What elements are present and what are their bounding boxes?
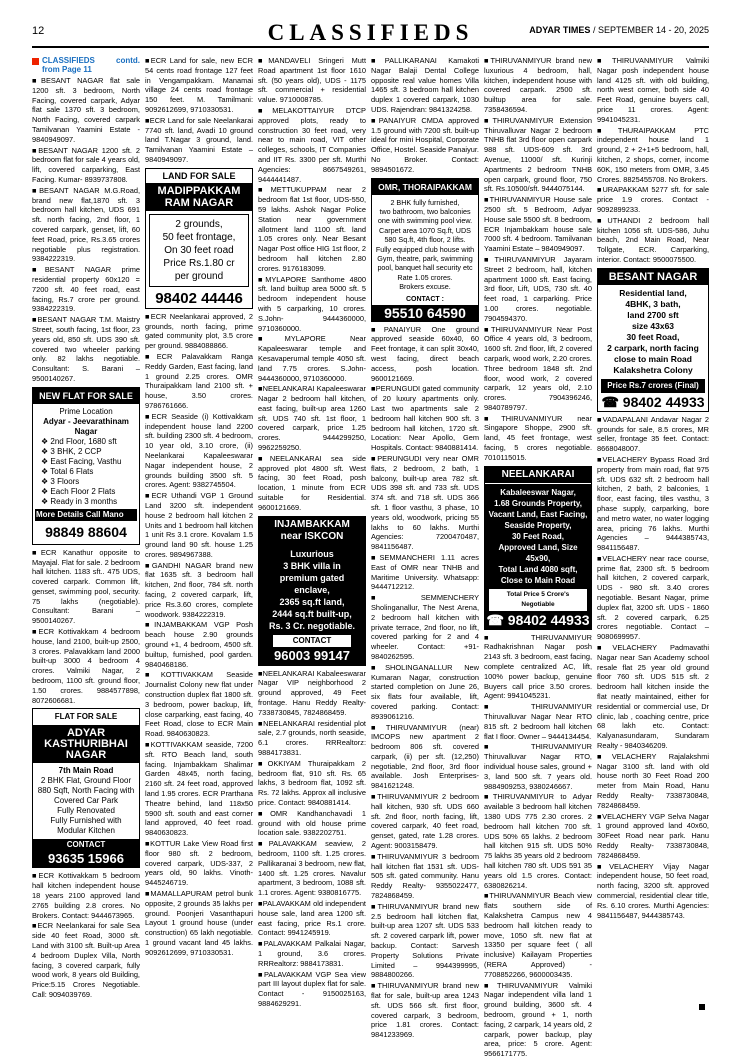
listing: ■THIRUVANMIYUR brand new luxurious 4 bedroom, hall, kitchen, independent house with covered carpark. 2500 sft. builtup area for sale. 7358436594. — [484, 56, 592, 114]
ad-kasturibai-nagar — [32, 708, 140, 868]
ad-area — [33, 726, 139, 763]
ad-phone: 98849 88604 — [45, 523, 127, 540]
ad-line: 2 BHK fully furnished, — [390, 197, 460, 207]
listing: ■THIRUVANMIYUR Valmiki Nagar posh independent house land 4125 sft. with old building, north west corner, both side 40 Feet Road, genuine buyers call, price 11 crores. Agent: 9941045231. — [597, 56, 709, 124]
ad-line: Fully Furnished with — [50, 816, 122, 826]
ad-feature — [35, 497, 137, 507]
ad-line: Kalakshetra Colony — [613, 364, 693, 375]
listing: ■BESANT NAGAR M.G.Road, brand new flat,1870 sft. 3 bedroom hall kitchen, UDS 691 sft. north facing, 2nd floor, 1 covered carpark, genset, lift, 60 feet Road, price, Rs.3.65 crores negotiable plus registration. 9384222319. — [32, 185, 140, 264]
listing: ■VELACHERY Rajalakshmi Nagar 3100 sft. land with old house north 30 Feet Road 200 meter from Main Road, Hanu Reddy Realty- 7338730848, 7824868459. — [597, 751, 709, 810]
ad-feature-text: 2nd Floor, 1680 sft — [50, 436, 117, 446]
col4-listings — [371, 56, 479, 175]
ad-line: Vacant Land, East Facing, — [488, 509, 588, 519]
ad-line: Rs. 3 Cr. negotiable. — [268, 620, 356, 631]
listing: ■PALAVAKKAM old independent house sale, land area 1200 sft. east facing, price Rs.1 crore. Contact: 9941245919. — [258, 898, 366, 938]
ad-area — [259, 517, 365, 545]
column-6 — [597, 56, 709, 1016]
ad-feature-text: Total 6 Flats — [50, 466, 94, 476]
listing: ■MYLAPORE Santhome 4800 sft. land builtup area 5000 sft. 5 bedroom independent house with 5 carparking, 10 crores. S.John- 9444360000, 9710360000. — [258, 274, 366, 333]
listing: ■KOTTUR Lake View Road first floor 980 sft. 2 bedroom, covered carpark, UDS-337, 2 years old, 90 lakhs. Vinoth- 9445246719. — [145, 839, 253, 888]
ad-line: Covered Car Park — [53, 796, 119, 806]
listing: ■PALAVAKKAM Palkalai Nagar, 1 ground, 3.6 crores. RRRealtorz: 9884173831. — [258, 939, 366, 968]
listing: ■ECR Land for sale Neelankarai 7740 sft. land, Avadi 10 ground land T.Nagar 3 ground, land. Tamilvanan Yaamini Estate – 9840949097. — [145, 115, 253, 164]
listing: ■THIRUVANMIYUR Radhakrishnan Nagar posh 2143 sft. 3 bedroom, east facing, complete centralized AC, lift, 100% power backup, genuine Buyers call price 3.50 crores. Agent: 9941045231. — [484, 632, 592, 701]
ad-lines — [259, 545, 365, 635]
col6-listings — [597, 56, 709, 265]
ad-injambakkam-iskcon — [258, 516, 366, 666]
ad-line: Gym, theatre, park, swimming — [377, 254, 473, 263]
listing: ■KOTTIVAKKAM Seaside Journalist Colony new flat under construction duplex flat 1800 sft. 3 bedroom, power backup, lift, close carparking, east facing, 40 Feet Road, close to ECR Main Road. 9840630823. — [145, 670, 253, 739]
ad-location: Adyar - Jeevarathinam Nagar — [43, 416, 129, 436]
ad-line: per ground — [174, 270, 224, 282]
listing: ■THIRUVANMIYUR to Adyar available 3 bedroom hall kitchen 1380 UDS 775 2.30 crores. 2 bedroom hall kitchen 700 sft. UDS 50% 65 lakhs. 2 bedroom hall kitchen 915 sft. UDS 50% 75 lakhs 35 years old 2 bedroom hall kitchen 780 sft. UDS 591 35 years old 1.5 crores. Contact: 6380826214. — [484, 792, 592, 890]
listing: ■OMR Kandhanchavadi 1 ground with old house prime location sale. 9382202751. — [258, 808, 366, 838]
ad-line: Carpet area 1070 Sq.ft, UDS — [379, 225, 471, 235]
listing: ■ECR Palavakkam Ranga Reddy Garden, East facing, land 1 ground 2.25 crores. OMR Thuraipakkam land 2100 sft. + house, 3.50 crores. 9786761666. — [145, 351, 253, 410]
ad-heading: FLAT FOR SALE — [33, 709, 139, 726]
ad-line: 4BHK, 3 bath, — [625, 298, 681, 309]
ad-line: Rate 1.05 crores. — [397, 272, 453, 282]
listing: ■ECR Kanathur opposite to Mayajal. Flat for sale. 2 bedroom hall kitchen. 1183 sft.. 475 UDS, covered carpark. Common lift, genset, swimming pool, security. 75 lakhs (negotiable). Consultant: Barani – 9500140267. — [32, 547, 140, 626]
bullet-icon: ❖ — [41, 436, 51, 446]
ad-line: 3 BHK villa in — [283, 560, 341, 571]
ad-line: Luxurious — [290, 548, 334, 559]
ad-feature — [35, 447, 137, 457]
ad-features — [35, 437, 137, 507]
ad-phone: 95510 64590 — [372, 305, 478, 321]
ad-price: Total Price 5 Crore's Negotiable — [489, 589, 587, 611]
ad-line: Fully equipped club house with — [375, 244, 475, 254]
listing: ■PANAIYUR One ground approved seaside 60x40, 60 Feet frontage, it can split 30x40, west facing, direct beach access, posh location. 9600121669. — [371, 324, 479, 383]
listing: ■THIRUVANMIYUR Thiruvalluvar Nagar RTO, individual house sales, ground + 3, land 500 sft. 7 years old. 9884909253, 9380246667. — [484, 742, 592, 791]
ad-line: 2 carpark, north facing — [607, 342, 699, 353]
ad-line: 50 feet frontage, — [162, 231, 236, 243]
ad-line: 30 Feet Road, — [511, 531, 564, 541]
listing: ■NEELANKARAI residential plot sale, 2.7 grounds, north seaside, 6.1 crores. RRRealtorz: 9884173831. — [258, 718, 366, 758]
ad-line: Price Rs.1.80 cr — [163, 257, 235, 269]
listing: ■THIRUVANMIYUR 2 bedroom hall kitchen, 930 sft. UDS 660 sft. 2nd floor, north facing, lift, covered carpark, 40 feet road, genset, gated, rate 1.28 crores. Agent: 9003158479. — [371, 792, 479, 851]
listing: ■THIRUVANMIYUR Extension Thiruvalluvar Nagar 2 bedroom TNHB flat 3rd floor open carpark 988 sft. UDS-609 sft. 3rd Avenue, 11000/ sft. Kurinji Apartments 2 bedroom TNHB open carpark, ground floor, 750 sft. Rs.10500/sft. 9444075144. — [484, 115, 592, 194]
ad-feature-text: 3 Floors — [50, 476, 80, 486]
listing: ■MYLAPORE Near Kapaleeswarar temple and Kesavaperumal temple 4050 sft. land 7.75 crores. S.John- 9444360000, 9710360000. — [258, 334, 366, 383]
col3-listings — [258, 56, 366, 513]
ad-price: Price Rs.7 crores (Final) — [601, 379, 705, 393]
listing: ■THIRUVANMIYUR (near) IMCOPS new apartment 2 bedroom 806 sft. covered carpark, (ii) per sft. (12,250) negotiable, 2nd floor, 3rd floor available. Josh Enterprises- 9841621248. — [371, 722, 479, 791]
page-header — [32, 22, 709, 44]
listing: ■PALLIKARANAI Kamakoti Nagar Balaji Dental College opposite real value homes Villa 1465 sft. 3 bedroom hall kitchen duplex 1 covered carpark, 1030 UDS. Rajendran: 9841324258. — [371, 56, 479, 114]
ad-line: 30 feet Road, — [626, 331, 680, 342]
ad-heading: LAND FOR SALE — [146, 169, 252, 183]
ad-lines — [35, 776, 137, 836]
ad-line: land 2700 sft — [627, 309, 679, 320]
listing: ■BESANT NAGAR 1200 sft. 2 bedroom flat for sale 4 years old, lift, covered carparking, East Facing. Kumar- 8939737808. — [32, 145, 140, 184]
listing: ■VELACHERY Vijay Nagar independent house, 50 feet road, north facing, 3200 sft. approved commercial, residential clear title, Rs. 6.10 crores. Murthi Agencies: 9841156487, 9444385743. — [597, 861, 709, 920]
ad-madipakkam — [145, 168, 253, 309]
header-rule — [32, 46, 709, 48]
ad-heading: OMR, THORAIPAKKAM — [372, 179, 478, 195]
bullet-icon: ❖ — [41, 476, 51, 486]
ad-phone: ☎ 98402 44933 — [486, 611, 590, 628]
ad-lines — [598, 285, 708, 379]
col2b-listings — [145, 312, 253, 958]
ad-feature — [35, 487, 137, 497]
listing: ■PALAVAKKAM VGP Sea view part III layout duplex flat for sale. Contact - 9150025163, 9884629291. — [258, 969, 366, 1008]
column-5 — [484, 56, 592, 1059]
ad-line: one with swimming pool view. — [377, 216, 473, 226]
listing: ■THIRUVANMIYUR brand new 2.5 bedroom hall kitchen flat, built-up area 1207 sft. UDS 533 sft. 2 covered carpark lift, power backup. Contact: Sarvesh Property Solutions Private Limited – 9944399995, 9884800266. — [371, 901, 479, 980]
ad-area-line1: INJAMBAKKAM — [274, 518, 350, 530]
column-2 — [145, 56, 253, 1016]
ad-line: Brokers excuse. — [399, 282, 451, 292]
col1-listings — [32, 76, 140, 384]
listing: ■METTUKUPPAM near 2 bedroom flat 1st floor, UDS-550, 59 lakhs. Ashok Nagar Police Station near government allotment land 1100 sft. land 1.05 crores only. Near Besant Nagar Post office HIG 1st floor, 2 bedroom hall kitchen 2.80 crores. 9176183099. — [258, 185, 366, 273]
listing: ■NEELANKARAI Kapaleeswarar Nagar 2 bedroom hall kitchen, east facing, built-up area 1260 sft. UDS 740 sft. 1st floor, 1 covered carpark, price 1.25 crores. 9444299250, 9962259250. — [258, 384, 366, 453]
listing: ■PERUNGUDI very near OMR flats, 2 bedroom, 2 bath, 1 balcony, built-up area 782 sft. UDS 398 sft. and 733 sft. UDS 374 sft. and 718 sft. UDS 366 sft. 1 floor vasthu, 3 phase, 10 years old, woodwork, pricing 55 lakhs to 60 lakhs. Murthi Agencies: 7200470487, 9841156487. — [371, 453, 479, 552]
ad-line: Approved Land, Size 45x90, — [498, 542, 578, 563]
ad-heading: NEW FLAT FOR SALE — [33, 388, 139, 404]
listing: ■VELACHERY Padmavathi Nagar near San Academy school resale flat 25 year old ground floor 760 sft. UDS 515 sft. 2 bedroom hall kitchen inside the flat neatly maintained, either for residential or commercial use, Dr clinic, lab , coaching centre, price 68 lakh etc. Contact: Kalyanasundaram, Sundaram Realty - 9840346209. — [597, 643, 709, 751]
listing: ■THIRUVANMIYUR near Singapore Shoppe, 2900 sft. land, 45 feet frontage, west facing, 5 crores negotiable. 7010115015. — [484, 413, 592, 462]
listing: ■PANAIYUR CMDA approved 1.5 ground with 7200 sft. built-up ideal for mini Hospital, Corporate Office, Hostel. Seaside Panaiyur. No Broker. Contact: 9894501672. — [371, 115, 479, 174]
listing: ■BESANT NAGAR prime residential property 60x120 = 7200 sft. 40 feet road, east facing, Rs.7 crore per ground. 9384222319. — [32, 265, 140, 314]
listing: ■ECR Kottivakkam 4 bedroom house, land 2100, built-up 2500, 3 crores. Palavakkam land 2000 built-up 3000 4 bedroom 4 crores. Valmiki Nagar, 2 bedroom, 1100 sft. ground floor, 1.50 crores. 9884577898, 8072606681. — [32, 627, 140, 705]
ad-phone: 96003 99147 — [274, 647, 350, 663]
ad-street: 7th Main Road — [58, 766, 114, 776]
ad-lines — [485, 484, 591, 589]
listing: ■THIRUVANMIYUR House sale 2500 sft. 5 Bedroom, Adyar House sale 5500 sft. 8 bedroom, ECR Injambakkam house sale 7000 sft. 4 bedroom. Tamilvanan Yaamini Estate – 9840949097. — [484, 195, 592, 254]
ad-phone: 98402 44446 — [155, 289, 243, 307]
ad-line: size 43x63 — [631, 320, 675, 331]
ad-line: Kabaleeswar Nagar, — [500, 487, 576, 497]
ad-contact-label: CONTACT : — [406, 295, 444, 303]
ad-feature — [35, 437, 137, 447]
ad-line: On 30 feet road — [164, 244, 234, 256]
ad-line: 1.68 Grounds Property, — [494, 498, 582, 508]
ad-feature — [35, 467, 137, 477]
listing: ■VELACHERY Bypass Road 3rd property from main road, flat 975 sft. UDS 632 sft. 2 bedroom hall kitchen, 2 bath, 2 balconies, 1 floor, east facing, tiles vasthu, 3 phase supply, carparking, bore and metro water, no water logging area, pricing 76 lakhs. Murthi Agencies – 9444385743, 9841156487. — [597, 454, 709, 553]
column-3 — [258, 56, 366, 1016]
listing: ■VADAPALANI Andavar Nagar 2 grounds for sale, 8.5 crores, MR seller, frontage 35 feet. Contact: 8668048007. — [597, 414, 709, 454]
listing: ■KOTTIVAKKAM seaside, 7200 sft. RTO Beach land, south facing. Injambakkam Shalimar Garden 48x45, north facing, 2160 sft. 24 feet road, approved land 1.95 crores. ECR Prarthana Theatre behind, land 118x50 5900 sft. south and east corner land approved, 40 feet road. 9840630823. — [145, 740, 253, 838]
ad-feature-text: Ready in 3 months — [50, 496, 118, 506]
ad-area-line2: near ISKCON — [280, 530, 344, 542]
listing: ■THURAIPAKKAM PTC independent house land 1 ground, 2 + 2+1+5 bedroom, hall, kitchen, 2 shops, corner, income 60K, 150 meters from OMR, 3.45 Crores. 8825455708. No Brokers. — [597, 125, 709, 184]
ad-line: Residential land, — [619, 287, 687, 298]
listing: ■ECR Neelankarai approved, 2 grounds, north facing, prime gated community plot, 3.5 crore per ground. 9884088866. — [145, 311, 253, 351]
ad-line: Seaside Property, — [504, 520, 572, 530]
col6b-listings — [597, 415, 709, 921]
listing: ■BESANT NAGAR T.M. Maistry Street, south facing, 1st floor, 23 years old, 850 sft. UDS 390 sft. covered two wheeler parking only. 82 lakhs negotiable. Consultant: S. Barani – 9500140267. — [32, 315, 140, 383]
listing: ■THIRUVANMIYUR Near Post Office 4 years old, 3 bedroom, 1600 sft. 2nd floor, lift, 2 covered carpark, wood work, 2.20 crores. Three bedroom 1848 sft. 2nd floor, wood work, 2 covered carpark, 12 years old, 2.10 crores. 7904396246, 9840789797. — [484, 324, 592, 412]
page-number: 12 — [32, 25, 45, 37]
listing: ■THIRUVANMIYUR 3 bedroom hall kitchen flat 1531 sft. UDS-505 sft. gated community. Hanu Reddy Realty- 9355022477, 7824868459. — [371, 851, 479, 901]
column-4 — [371, 56, 479, 1040]
section-title: CLASSIFIEDS — [267, 20, 474, 45]
ad-area-line1: ADYAR — [66, 727, 106, 740]
ad-line: premium gated enclave, — [279, 572, 345, 595]
column-1 — [32, 56, 140, 1016]
listing: ■INJAMBAKKAM VGP Posh beach house 2.90 grounds ground +1, 4 bedroom, 4500 sft. builtup, furnished, pool garden. 9840468186. — [145, 620, 253, 669]
ad-line: Fully Renovated — [57, 806, 115, 816]
ad-feature — [35, 477, 137, 487]
ad-area — [146, 183, 252, 211]
ad-heading: NEELANKARAI — [485, 467, 591, 484]
listing: ■ECR Uthandi VGP 1 Ground Land 3200 sft. independent house 2 bedroom hall kitchen 2 Units and 1 bedroom hall kitchen 1 unit Rs 3.1 crore. Kovalam 1.5 ground land 90 sft. house 1.25 crores. 9894967388. — [145, 491, 253, 559]
listing: ■VELACHERY near race course, prime flat, 2300 sft. 5 bedroom hall kitchen, 2 covered carpark, UDS - 980 sft. 3.40 crores negotiable. Besant Nagar, prime duplex flat, 3200 sft. UDS - 1860 sft. 2 covered carpark, 6.25 crores negotiable. Contact – 9080699957. — [597, 553, 709, 642]
ad-feature-text: Each Floor 2 Flats — [50, 486, 116, 496]
col1b-listings — [32, 548, 140, 706]
listing: ■ECR Kottivakkam 5 bedroom hall kitchen independent house 18 years 2100 approved land 2765 building 2.8 crores. No Brokers. Contact: 9444673965. — [32, 871, 140, 920]
listing: ■SEMMANCHERI 1.11 acres East of OMR near TNHB and Maritime University. Whatsapp: 9444712212. — [371, 552, 479, 592]
ad-omr-thoraipakkam — [371, 178, 479, 322]
ad-feature — [35, 457, 137, 467]
listing: ■THIRUVANMIYUR Thiruvalluvar Nagar Near RTO 815 sft. 2 bedroom hall kitchen flat I floor. Owner – 9444134454. — [484, 702, 592, 741]
col5-listings — [484, 56, 592, 463]
ad-phone: 93635 15966 — [33, 851, 139, 867]
ad-phone-number: 98402 44933 — [507, 611, 590, 628]
ad-new-flat-for-sale — [32, 387, 140, 545]
ad-lines — [149, 214, 249, 287]
ad-heading: BESANT NAGAR — [598, 269, 708, 285]
listing: ■THIRUVANMIYUR Jayaram Street 2 bedroom, hall, kitchen apartment 1000 sft. East facing, 3rd floor, Lift, UDS, 730 sft. 40 feet road, 1 carparking. Price 1.00 crores. negotiable. 7904594370. — [484, 254, 592, 323]
listing: ■SEMMENCHERY Sholinganallur, The Nest Arena, 2 bedroom hall kitchen with private terrace, 2nd floor, no lift, covered parking for 2 and 4 wheeler. Contact: +91-9840262595. — [371, 593, 479, 661]
ad-line: Modular Kitchen — [57, 826, 115, 836]
listing: ■ECR Seaside (i) Kottivakkam independent house land 2200 sft. building 2300 sft. 4 bedroom, 10 year old, 3.10 crore, (ii) Neelankarai Kapaleeswarar Nagar independent house, 2 grounds building 3500 sft. 5 crores. Agent: 9382745504. — [145, 411, 253, 490]
listing: ■UTHANDI 2 bedroom hall kitchen 1056 sft. UDS-586, Juhu beach, 2nd Main Road, Near Tollgate, ECR. Carparking, interior. Contact: 9500075500. — [597, 215, 709, 264]
listing: ■PERUNGUDI gated community of 20 luxury apartments only. Last two apartments sale 2 bedroom hall kitchen 900 sft. 3 bedroom hall kitchen, 1720 sft. Location: Near Apollo, Gem Hospitals. Contact: 9840881414. — [371, 384, 479, 453]
ad-contact-label: CONTACT — [33, 839, 139, 851]
listing: ■THIRUVANMIYUR brand new flat for sale, built-up area 1243 sft. UDS 566 sft. first floor, covered carpark, 3 bedroom, price 1.81 crores. Contact: 9841233969. — [371, 981, 479, 1040]
ad-area-line2: RAM NAGAR — [164, 196, 234, 209]
ad-line: 2365 sq.ft land, — [279, 596, 345, 607]
continued-note: CLASSIFIEDS contd. from Page 11 — [32, 56, 140, 74]
listing: ■NEELANKARAI sea side approved plot 4800 sft. West facing, 30 feet Road, posh location, 1 minute from ECR suitable for Residential. 9600121669. — [258, 453, 366, 512]
ad-location-label: Prime Location — [59, 406, 113, 416]
ad-phone-number: 98402 44933 — [622, 393, 705, 410]
bullet-icon: ❖ — [41, 496, 51, 506]
listing: ■ECR Land for sale, new ECR 54 cents road frontage 127 feet in Vengampakkam. Manamai village 24 cents road frontage 150 feet. M. Tamilmani: 9092612699, 9710330531. — [145, 56, 253, 114]
listing: ■MANDAVELI Sringeri Mutt Road apartment 1st floor 1610 sft. (50 years old), UDS - 1175 sft. commercial + residential value. 9710008785. — [258, 56, 366, 105]
listing: ■ECR Neelankarai for sale Sea side 40 feet Road, 3000 sft. Land with 3100 sft. Built-up Area 4 bedroom Duplex Villa, North facing, 3 covered carpark, fully wood work, 8 years old Building, Price:5.15 Crores Negotiable. Call: 9094039769. — [32, 921, 140, 1000]
ad-details: More Details Call Mano — [35, 509, 137, 521]
ad-area-line1: MADIPPAKKAM — [157, 184, 241, 197]
ad-phone: ☎ 98402 44933 — [601, 393, 705, 410]
listing: ■THIRUVANMIYUR Valmiki Nagar independent villa land 1 ground building, 3600 sft. 4 bedroom, ground + 1, north facing, 2 carpark, 14 years old, 2 carpark, power backup, play area, price: 5 crore. Agent: 9566171775. — [484, 980, 592, 1059]
ad-contact-label: CONTACT — [273, 635, 351, 647]
ad-line: 2 BHK Flat, Ground Floor — [40, 776, 132, 786]
ad-line: 2 grounds, — [175, 218, 223, 230]
ad-line: 580 Sq.ft, 4th floor, 2 lifts. — [384, 235, 466, 245]
edition-dates: / SEPTEMBER 14 - 20, 2025 — [592, 25, 709, 35]
publication-name: ADYAR TIMES — [529, 25, 591, 35]
bullet-icon: ❖ — [41, 486, 51, 496]
listing: ■SHOLINGANALLUR New Kumaran Nagar, construction started completion on June 26, six flats four available, lift, covered parking. Contact: 8939061216. — [371, 662, 479, 721]
listing: ■MELAKOTTAIYUR DTCP approved plots, ready to construction 30 feet road, very near to main road, VIT other colleges, schools, IT Companies and IIT Rs. 3300 per sft. Murthi Agencies: 8667549261, 9444441487. — [258, 105, 366, 184]
listing: ■THIRUVANMIYUR Beach view flats southern side of Kalakshetra Campus new 4 bedroom hall kitchen ready to move, 1050 sft. new flat at 13350 per square feet ( all inclusive) Kailayam Properties (RERA Approved) - 7708852266, 9600003435. — [484, 891, 592, 979]
listing: ■URAPAKKAM 5277 sft. for sale price 1.9 crores. Contact - 9092899233. — [597, 185, 709, 214]
ad-line: 880 Sqft, North Facing with — [37, 786, 135, 796]
ad-line: two bathroom, two balconies — [379, 206, 471, 216]
ad-line: pool, banquet hall security etc — [377, 263, 473, 273]
listing: ■BESANT NAGAR flat sale 1200 sft. 3 bedroom, North Facing, covered carpark, Adyar flat sale 1370 sft. 3 bedroom, North Facing, covered carpark Tamilvanan Yaamini Estate - 9840949097. — [32, 76, 140, 144]
listing: ■NEELANKARAI Kabaleeswarar Nagar VIP neighborhood 2 ground approved, 49 Feet frontage. Hanu Reddy Realty- 7338730845, 7824868459. — [258, 668, 366, 717]
ad-neelankarai — [484, 466, 592, 630]
end-mark — [699, 1004, 705, 1010]
ad-line: 2444 sq.ft built-up, — [272, 608, 352, 619]
ad-line: Close to Main Road — [500, 575, 576, 585]
bullet-icon: ❖ — [41, 466, 51, 476]
col2-listings — [145, 56, 253, 165]
ad-line: close to main Road — [614, 353, 692, 364]
bullet-icon: ❖ — [41, 456, 51, 466]
ad-besant-nagar — [597, 268, 709, 412]
ad-lines — [372, 195, 478, 295]
col4b-listings — [371, 325, 479, 1040]
listing: ■VELACHERY VGP Selva Nagar 1 ground approved land 40x60, 30Feet Road near park. Hanu Reddy Realty- 7338730848, 7824868459. — [597, 811, 709, 860]
ad-line: Total Land 4080 sqft, — [498, 564, 578, 574]
col1c-listings — [32, 871, 140, 999]
listing: ■PALAVAKKAM seaview, 2 bedroom, 1100 sft. 1.25 crores. Pallikaranai 3 bedroom, new flat, 1400 sft. 1.25 crores. Navalur apartment, 3 bedroom, 1088 sft. 1.1 crores. Agent: 9380816775. — [258, 839, 366, 898]
listing: ■GANDHI NAGAR brand new flat 1635 sft. 3 bedroom hall kitchen, 2nd floor, 784 sft. north facing, 2 covered carpark, lift, price Rs.3.60 crores, complete woodwork. 9384222319. — [145, 560, 253, 619]
ad-feature-text: 3 BHK, 2 CCP — [50, 446, 102, 456]
listing: ■OKKIYAM Thuraipakkam 2 bedroom flat, 910 sft. Rs. 65 lakhs, 3 bedroom flat, 1092 sft. Rs. 72 lakhs. Approx all inclusive price. Contact: 9840881414. — [258, 758, 366, 808]
listing: ■MAMALLAPURAM petrol bunk opposite, 2 grounds 35 lakhs per ground. Poonjeri Vasanthapuri Layout 1 ground house (under construction) 65 lakh negotiable. 1 ground vacant land 45 lakhs. 9092612699, 9710330531. — [145, 888, 253, 957]
ad-feature-text: East Facing, Vasthu — [50, 456, 122, 466]
edition-info — [529, 25, 709, 35]
col3b-listings — [258, 669, 366, 1009]
col5b-listings — [484, 633, 592, 1059]
bullet-icon: ❖ — [41, 446, 51, 456]
ad-area-line2: KASTHURIBHAI NAGAR — [44, 738, 128, 762]
